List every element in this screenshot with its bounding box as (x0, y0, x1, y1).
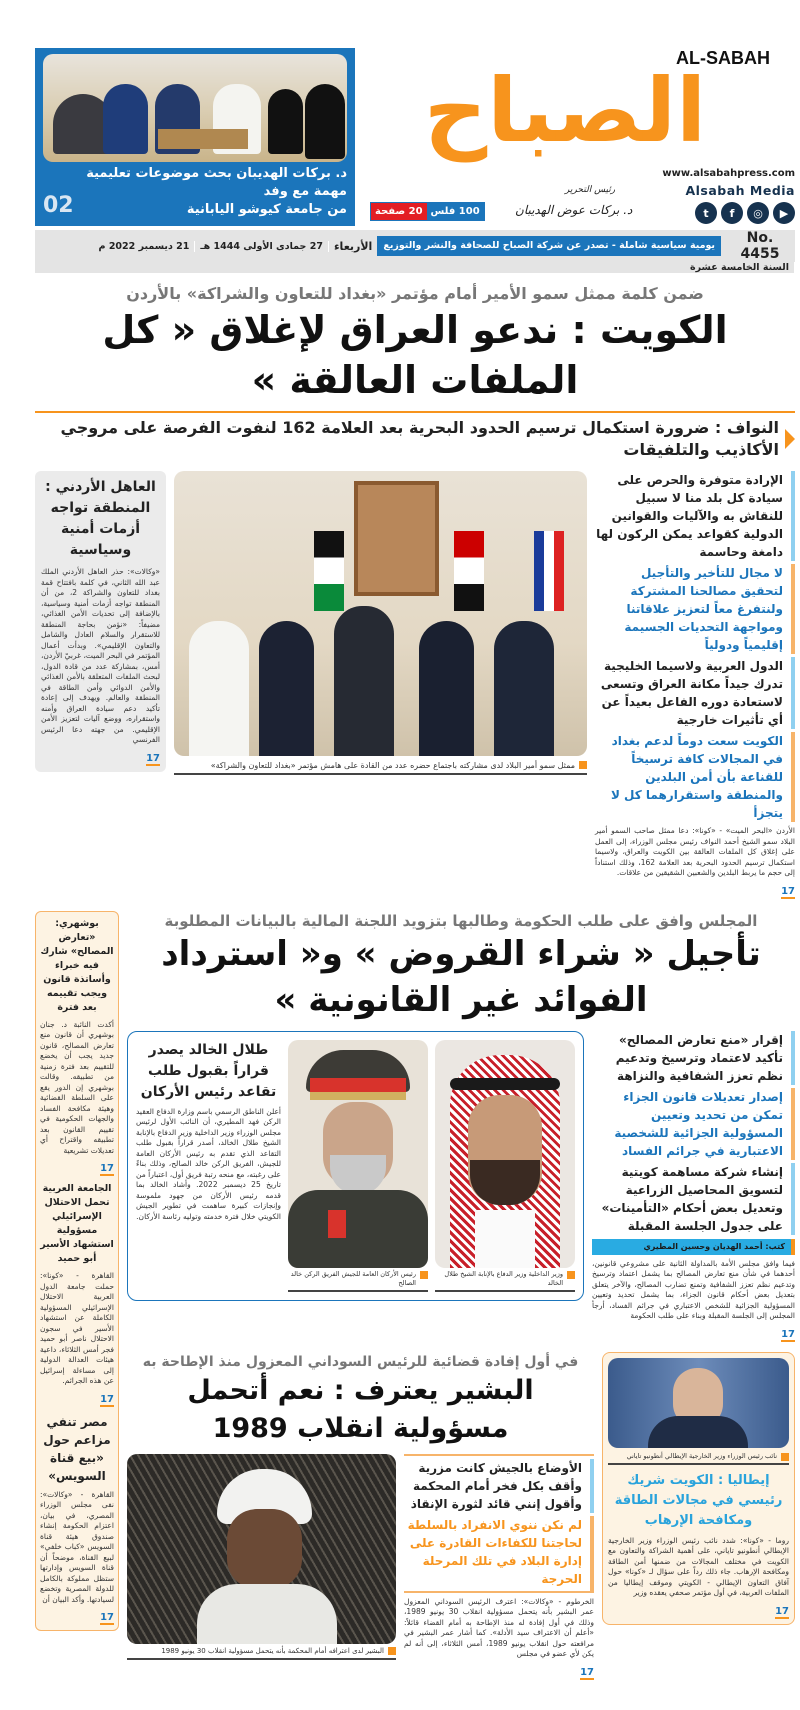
facebook-icon[interactable]: f (721, 202, 743, 224)
council-row (127, 1031, 795, 1342)
lower-main (127, 911, 795, 1680)
caption-text: رئيس الأركان العامة للجيش الفريق الركن خالد الصالح (290, 1269, 416, 1287)
pull-quote: لم نكن ننوي الانفراد بالسلطة لحاجتنا للكفاءات القادرة على إدارة البلاد في تلك المرحلة الحرجة (404, 1516, 594, 1593)
caption-marker-icon (579, 761, 587, 769)
bashir-body: الخرطوم - «وكالات»: اعترف الرئيس السوداني المعزول عمر البشير بأنه يتحمل مسؤولية انقلاب 30 يونيو 1989، وذلك في أول إفادة له منذ الإطاحة به أمام القضاء قائلاً: «أعلم أن الاعتراف سيد الأدلة». كما أشار عمر البشير في مرافعته حول انقلاب يونيو 1989، أمس الثلاثاء، إلى أنه لم يكن لأي عضو في مجلس (404, 1596, 594, 1658)
minister-figure (435, 1040, 575, 1292)
page-ref[interactable]: 17 (100, 1393, 114, 1405)
talal-body: أعلن الناطق الرسمي باسم وزارة الدفاع العقيد الركن فهد المطيري، أن النائب الأول لرئيس مجلس الوزراء وزير الداخلية وزير الدفاع بالإنابة الشيخ طلال الخالد، أصدر قراراً بقبول طلب التقاعد الذي تقدم به رئيس الأركان العامة للجيش، الفريق الركن خالد الصالح، وذلك بناءً على رغبته، مع منحه رتبة فريق أول، اعتباراً من تاريخ 25 ديسمبر 2022. وأشاد الخالد بما قدمه رئيس الأركان من جهود ملموسة وإنجازات كبيرة ساهمت في تطوير الجيش الكويتي خلال فترة خدمته وتوليه رئاسة الأركان. (136, 1106, 281, 1221)
logo[interactable]: الصباح (423, 59, 707, 162)
bashir-row (127, 1352, 795, 1680)
caption-marker-icon (781, 1453, 789, 1461)
lead-row (35, 471, 795, 899)
italy-photo-caption (608, 1450, 789, 1465)
bashir-column (404, 1454, 594, 1680)
page-ref[interactable]: 17 (781, 1328, 795, 1340)
bashir-body-row (127, 1454, 594, 1680)
caption-marker-icon (567, 1271, 575, 1279)
council-body: فيما وافق مجلس الأمة بالمداولة الثانية على مشروعي قانونين، أحدهما في شأن منع تعارض المصالح بما يشمل اعتماد وترسيخ وتدعيم نظم تعزز الشفافية وتمنع تضارب المصالح، والآخر يتعلق بتعديل بعض أحكام قانون الجزاء، بما يشمل تحديد وتعيين المسؤولية الجزائية للشخص الاعتباري في جرائم الفساد، أرجأ المجلس إلى الجلسة المقبلة وبناء على طلب الحكومة (592, 1258, 795, 1320)
lead-photo (174, 471, 587, 756)
talal-story (136, 1040, 281, 1223)
hijri-date: 27 جمادى الأولى 1444 هـ (195, 241, 329, 252)
promo-box[interactable] (35, 48, 355, 226)
pages-count: 20 صفحة (371, 203, 427, 220)
pull-quote: الكويت سعت دوماً لدعم بغداد في المجالات كافة ترسيخاً للقناعة بأن أمن البلدين والمنطقة واستقرارهما كل لا يتجزأ (595, 732, 795, 822)
jordan-headline: العاهل الأردني : المنطقة تواجه أزمات أمنية وسياسية (45, 479, 156, 558)
jordan-body: «وكالات»: حذر العاهل الأردني الملك عبد الله الثاني، في كلمة بافتتاح قمة بغداد للتعاون والشراكة 2، من أن المنطقة تواجه أزمات أمنية وسياسية، بالإضافة إلى تحديات الأمن الغذائي، مضيفاً: «نؤمن بحاجة المنطقة للاستقرار والسلام العادل والشامل والتعاون الإقليمي». وبدأت أعمال المؤتمر في البحر الميت، غربيّ الأردن، أمس، بمشاركة عدد من قادة الدول، لبحث الملفات المتعلقة بالأمن الغذائي والأمن الدوائي وأمن الطاقة في المنطقة والعالم. ويهدف إلى إعادة تأكيد دعم سيادة العراق وأمنه واستقراره، ووضع آليات لتعزيز الأمن الإقليمي. من جهته دعا الرئيس الفرنسي (41, 567, 160, 744)
page-ref[interactable]: 17 (100, 1163, 114, 1174)
lead-subhead-text: النواف : ضرورة استكمال ترسيم الحدود البحرية بعد العلامة 162 لنفوت الفرصة على مروجي الأكاذيب والتلفيقات (60, 418, 779, 459)
pull-quote: إصدار تعديلات قانون الجزاء تمكن من تحديد وتعيين المسؤولية الجزائية للشخصية الاعتبارية في جرائم الفساد (592, 1088, 795, 1160)
header (35, 48, 795, 226)
pull-quote: الأوضاع بالجيش كانت مزرية وأقف بكل فخر أمام المحكمة وأقول إنني قائد لثورة الإنقاذ (404, 1459, 594, 1513)
council-headline[interactable]: تأجيل « شراء القروض » و« استرداد الفوائد غير القانونية » (161, 933, 761, 1020)
brief-body: القاهرة - «كونا»: حملت جامعة الدول العربية الاحتلال الإسرائيلي المسؤولية الكاملة عن استشهاد الأسير في سجون الاحتلال ناصر أبو حميد فجر أمس الثلاثاء، داعية هيئات العدالة الدولية إلى مساءلة إسرائيل عن هذه الجرائم. (40, 1271, 114, 1385)
caption-text: وزير الداخلية وزير الدفاع بالإنابة الشيخ طلال الخالد (444, 1269, 563, 1287)
caption-marker-icon (420, 1271, 428, 1279)
page-ref[interactable]: 17 (100, 1612, 114, 1623)
pull-quote: الإرادة متوفرة والحرص على سيادة كل بلد منا لا سبيل للنقاش به والآليات والقوانين الدولية كقواعد يمكن الركون لها دامغة وحاسمة (595, 471, 795, 561)
lower-section (35, 911, 795, 1680)
pull-quote: الدول العربية ولاسيما الخليجية تدرك جيداً مكانة العراق وتسعى لاستعادة دوره الفاعل بعيداً عن أي تأثيرات خارجية (595, 657, 795, 729)
promo-headline-1: د. بركات الهديبان بحث موضوعات تعليمية مهمة مع وفد (86, 166, 347, 199)
jordan-sidebar[interactable] (35, 471, 166, 772)
day: الأربعاء (333, 239, 373, 253)
italy-photo (608, 1358, 789, 1448)
logo-en: AL-SABAH (676, 48, 770, 68)
bashir-photo-caption (127, 1644, 396, 1660)
page-ref[interactable]: 17 (146, 752, 160, 764)
brief-body: القاهرة - «وكالات»: نفى مجلس الوزراء المصري، في بيان، اعتزام الحكومة إنشاء صندوق هيئة قناة السويس «كباب خلفي» لبيع القناة، موضحاً أن قناة السويس وإدارتها ستظل مملوكة بالكامل للدولة المصرية وتخضع لسيادتها. وأكد البيان أن (40, 1489, 114, 1604)
caption-text: البشير لدى اعترافه أمام المحكمة بأنه يتحمل مسؤولية انقلاب 30 يونيو 1989 (161, 1646, 384, 1655)
bashir-kicker: في أول إفادة قضائية للرئيس السوداني المعزول منذ الإطاحة به (142, 1353, 579, 1370)
caption-text: نائب رئيس الوزراء وزير الخارجية الإيطالي أنطونيو تاياني (626, 1451, 777, 1460)
brief-body: أكدت النائبة د. جنان بوشهري أن قانون منع تعارض المصالح، قانون جديد يجب أن يخضع للتقييم بعد فترة زمنية من تطبيقه. وقالت بوشهري إن الدور يقع على السلطة القضائية وهيئة مكافحة الفساد والجهات الحكومية في تقييم القانون بعد تطبيقه واقتراح أي تعديلات تشريعية (40, 1019, 114, 1155)
page-ref[interactable]: 17 (775, 1605, 789, 1617)
bashir-headline[interactable]: البشير يعترف : نعم أتحمل مسؤولية انقلاب 1989 (187, 1374, 534, 1444)
lead-body: الأردن «البحر الميت» - «كونا»: دعا ممثل صاحب السمو أمير البلاد سمو الشيخ أحمد النواف رئيس مجلس الوزراء، إلى العمل على إغلاق كل الملفات العالقة بين الكويت والعراق، ولاسيما استكمال ترسيم الحدود البحرية بعد العلامة 162، وذلك استناداً إلى حجم ما يربط البلدين والشعبين الشقيقين من علاقات. (595, 826, 795, 877)
caption-marker-icon (388, 1647, 396, 1655)
arrow-icon (785, 429, 795, 449)
price: 100 فلس (427, 203, 484, 220)
website-link[interactable]: www.alsabahpress.com (662, 168, 795, 179)
price-box (370, 202, 485, 221)
youtube-icon[interactable]: ▶ (773, 202, 795, 224)
council-pulls (592, 1031, 795, 1342)
pull-quote: لا مجال للتأخير والتأجيل لتحقيق مصالحنا المشتركة ولنتفرغ معاً لتعزيز علاقاتنا ومواجهة التحديات الجسيمة إقليمياً ودولياً (595, 564, 795, 654)
minister-photo (435, 1040, 575, 1268)
social-icons (695, 202, 795, 224)
chief-figure (288, 1040, 428, 1292)
minister-photo-caption (435, 1268, 575, 1292)
lead-subhead[interactable] (35, 417, 795, 461)
lead-kicker: ضمن كلمة ممثل سمو الأمير أمام مؤتمر «بغداد للتعاون والشراكة» بالأردن (126, 284, 704, 303)
brief-headline[interactable]: بوشهري: «تعارض المصالح» شارك فيه خبراء وأساتذة قانون ويجب تقييمه بعد فترة (40, 917, 114, 1013)
talal-box (127, 1031, 584, 1301)
page-ref[interactable]: 17 (580, 1666, 594, 1678)
italy-headline: إيطاليا : الكويت شريك رئيسي في مجالات الطاقة ومكافحة الإرهاب (614, 1472, 783, 1528)
instagram-icon[interactable]: ◎ (747, 202, 769, 224)
lead-headline[interactable]: الكويت : ندعو العراق لإغلاق « كل الملفات العالقة » (102, 308, 728, 402)
lead-photo-caption (174, 758, 587, 775)
media-label: Alsabah Media (685, 183, 795, 198)
brief-headline[interactable]: الجامعة العربية تحمل الاحتلال الإسرائيلي مسؤولية استشهاد الأسير أبو حميد (40, 1183, 114, 1264)
pull-quote: إقرار «منع تعارض المصالح» تأكيد لاعتماد وترسيخ وتدعيم نظم تعزز الشفافية والنزاهة (592, 1031, 795, 1085)
council-kicker: المجلس وافق على طلب الحكومة وطالبها بتزويد اللجنة المالية بالبيانات المطلوبة (164, 911, 758, 930)
year: السنة الخامسة عشرة (685, 262, 795, 273)
editor-label: رئيس التحرير (565, 185, 616, 195)
bashir-story (127, 1352, 594, 1680)
byline: كتب: أحمد الهديان وحسين المطيري (592, 1239, 795, 1255)
page-ref[interactable]: 17 (781, 885, 795, 897)
talal-headline[interactable]: طلال الخالد يصدر قراراً بقبول طلب تقاعد رئيس الأركان (140, 1041, 277, 1100)
info-bar (35, 230, 795, 273)
twitter-icon[interactable]: t (695, 202, 717, 224)
tagline: يومية سياسية شاملة - تصدر عن شركة الصباح للصحافة والنشر والتوزيع (377, 236, 721, 256)
bashir-figure (127, 1454, 396, 1660)
chief-of-staff-photo (288, 1040, 428, 1268)
chief-photo-caption (288, 1268, 428, 1292)
bashir-photo (127, 1454, 396, 1644)
promo-photo (43, 54, 347, 162)
divider (35, 411, 795, 413)
front-page (35, 0, 795, 1710)
italy-body: روما - «كونا»: شدد نائب رئيس الوزراء وزير الخارجية الإيطالي أنطونيو تاياني، على أهمية الشراكة والتعاون مع الكويت في مختلف المجالات من ضمنها أمن الطاقة ومكافحة الإرهاب. جاء ذلك رداً على سؤال لـ «كونا» حول آفاق التعاون الإيطالي - الكويتي وموقف إيطاليا من الملفات العربية، في أول مؤتمر صحفي يعقده وزير (608, 1535, 789, 1597)
brief-headline[interactable]: مصر تنفي مزاعم حول «بيع قناة السويس» (43, 1414, 111, 1483)
editor-signature: د. بركات عوض الهديبان (515, 203, 633, 217)
issue-number: No. 4455 (740, 230, 780, 262)
lead-photo-block (174, 471, 587, 775)
lead-pulls (595, 471, 795, 899)
masthead (365, 48, 795, 226)
caption-text: ممثل سمو أمير البلاد لدى مشاركته باجتماع حضره عدد من القادة على هامش مؤتمر «بغداد للتعاون والشراكة» (210, 761, 575, 770)
italy-box[interactable] (602, 1352, 795, 1625)
gregorian-date: 21 ديسمبر 2022 م (94, 241, 196, 252)
promo-page-number: 02 (43, 193, 74, 218)
pull-quote: إنشاء شركة مساهمة كويتية لتسويق المحاصيل الزراعية وتعديل بعض أحكام «التأمينات» على جدول الجلسة المقبلة (592, 1163, 795, 1235)
promo-headline-2: من جامعة كيوشو اليابانية (186, 202, 347, 217)
news-briefs-sidebar (35, 911, 119, 1632)
